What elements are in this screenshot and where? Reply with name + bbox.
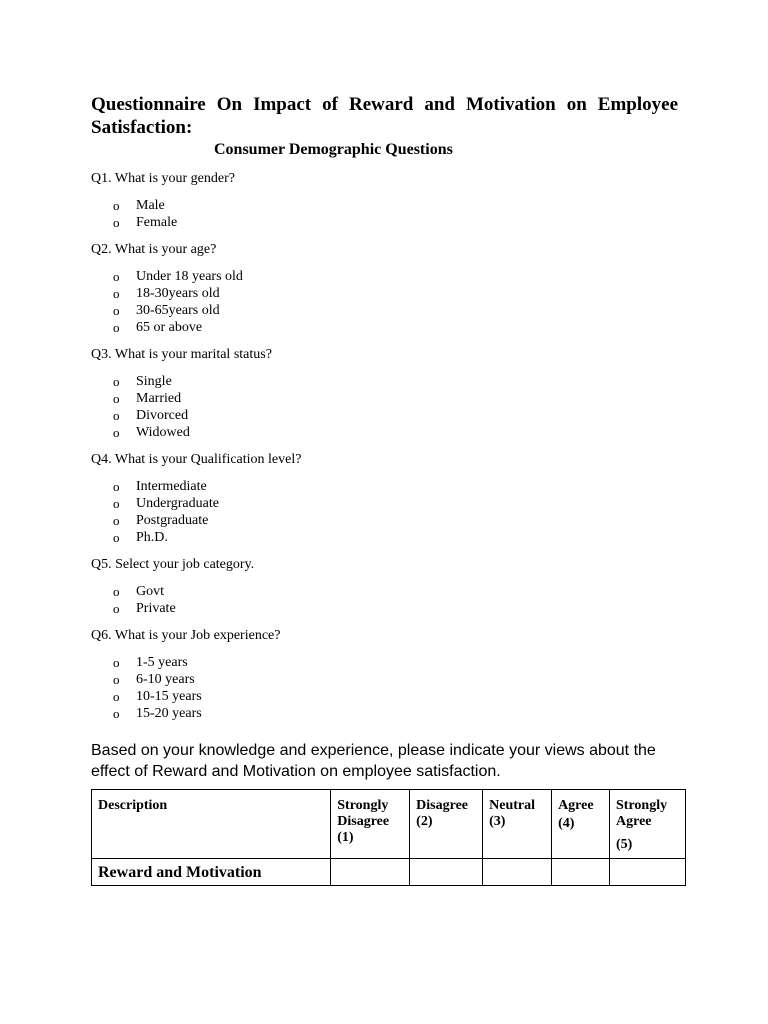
rating-cell[interactable] bbox=[483, 859, 552, 886]
option-item[interactable] bbox=[91, 424, 686, 441]
option-item[interactable] bbox=[91, 512, 686, 529]
question-text: Q6. What is your Job experience? bbox=[91, 628, 281, 643]
option-label: Undergraduate bbox=[136, 496, 219, 511]
column-header bbox=[331, 790, 410, 859]
option-item[interactable] bbox=[91, 197, 686, 214]
circle-bullet-icon: o bbox=[113, 672, 120, 687]
circle-bullet-icon: o bbox=[113, 479, 120, 494]
question-text: Q5. Select your job category. bbox=[91, 557, 255, 572]
option-label: Govt bbox=[136, 584, 164, 599]
option-item[interactable] bbox=[91, 654, 686, 671]
option-item[interactable] bbox=[91, 285, 686, 302]
option-label: 30-65years old bbox=[136, 303, 220, 318]
circle-bullet-icon: o bbox=[113, 496, 120, 511]
table-header-row bbox=[92, 790, 686, 859]
survey-instructions: Based on your knowledge and experience, please indicate your views about the effect of Reward and Motivation on employee satisfaction. bbox=[91, 742, 656, 780]
circle-bullet-icon: o bbox=[113, 286, 120, 301]
option-label: Female bbox=[136, 215, 178, 230]
option-label: 18-30years old bbox=[136, 286, 220, 301]
rating-cell[interactable] bbox=[552, 859, 610, 886]
option-list bbox=[91, 583, 686, 617]
option-list bbox=[91, 197, 686, 231]
option-item[interactable] bbox=[91, 268, 686, 285]
option-label: Under 18 years old bbox=[136, 269, 243, 284]
circle-bullet-icon: o bbox=[113, 513, 120, 528]
option-label: Divorced bbox=[136, 408, 189, 423]
column-header-line: (4) bbox=[558, 816, 575, 831]
option-label: Married bbox=[136, 391, 182, 406]
option-item[interactable] bbox=[91, 688, 686, 705]
circle-bullet-icon: o bbox=[113, 215, 120, 230]
document-title: Questionnaire On Impact of Reward and Motivation on Employee Satisfaction: bbox=[91, 94, 678, 138]
circle-bullet-icon: o bbox=[113, 530, 120, 545]
column-header bbox=[610, 790, 686, 859]
column-header-line: (3) bbox=[489, 814, 506, 829]
circle-bullet-icon: o bbox=[113, 425, 120, 440]
option-item[interactable] bbox=[91, 319, 686, 336]
column-header-line: Description bbox=[98, 798, 168, 813]
question-text: Q3. What is your marital status? bbox=[91, 347, 272, 362]
column-header bbox=[483, 790, 552, 859]
question-2 bbox=[91, 241, 686, 346]
question-1 bbox=[91, 170, 686, 241]
option-label: 10-15 years bbox=[136, 689, 202, 704]
option-list bbox=[91, 373, 686, 441]
option-label: 6-10 years bbox=[136, 672, 195, 687]
option-label: Male bbox=[136, 198, 165, 213]
option-item[interactable] bbox=[91, 214, 686, 231]
option-label: 65 or above bbox=[136, 320, 203, 335]
option-list bbox=[91, 478, 686, 546]
column-header bbox=[92, 790, 331, 859]
column-header-line: (5) bbox=[616, 837, 633, 852]
question-6 bbox=[91, 627, 686, 722]
circle-bullet-icon: o bbox=[113, 689, 120, 704]
option-item[interactable] bbox=[91, 390, 686, 407]
section-subtitle: Consumer Demographic Questions bbox=[214, 141, 453, 158]
option-label: Private bbox=[136, 601, 176, 616]
option-list bbox=[91, 654, 686, 722]
column-header-line: Agree bbox=[616, 814, 652, 829]
circle-bullet-icon: o bbox=[113, 706, 120, 721]
option-label: 1-5 years bbox=[136, 655, 188, 670]
column-header bbox=[410, 790, 483, 859]
option-item[interactable] bbox=[91, 671, 686, 688]
option-label: Ph.D. bbox=[136, 530, 168, 545]
circle-bullet-icon: o bbox=[113, 374, 120, 389]
option-label: Postgraduate bbox=[136, 513, 209, 528]
question-5 bbox=[91, 556, 686, 627]
column-header bbox=[552, 790, 610, 859]
option-item[interactable] bbox=[91, 529, 686, 546]
column-header-line: Neutral bbox=[489, 798, 536, 813]
question-3 bbox=[91, 346, 686, 451]
option-item[interactable] bbox=[91, 495, 686, 512]
circle-bullet-icon: o bbox=[113, 198, 120, 213]
circle-bullet-icon: o bbox=[113, 391, 120, 406]
column-header-line: Disagree bbox=[337, 814, 390, 829]
option-item[interactable] bbox=[91, 583, 686, 600]
rating-cell[interactable] bbox=[610, 859, 686, 886]
table-row bbox=[92, 859, 686, 886]
circle-bullet-icon: o bbox=[113, 320, 120, 335]
row-label: Reward and Motivation bbox=[92, 859, 331, 886]
option-label: 15-20 years bbox=[136, 706, 202, 721]
column-header-line: Disagree bbox=[416, 798, 469, 813]
option-list bbox=[91, 268, 686, 336]
demographic-questions bbox=[91, 170, 686, 722]
option-item[interactable] bbox=[91, 407, 686, 424]
column-header-line: (1) bbox=[337, 830, 354, 845]
circle-bullet-icon: o bbox=[113, 408, 120, 423]
circle-bullet-icon: o bbox=[113, 584, 120, 599]
question-text: Q4. What is your Qualification level? bbox=[91, 452, 302, 467]
question-4 bbox=[91, 451, 686, 556]
column-header-line: (2) bbox=[416, 814, 433, 829]
rating-cell[interactable] bbox=[331, 859, 410, 886]
option-item[interactable] bbox=[91, 600, 686, 617]
option-label: Intermediate bbox=[136, 479, 207, 494]
option-label: Single bbox=[136, 374, 172, 389]
column-header-line: Strongly bbox=[337, 798, 389, 813]
rating-table bbox=[91, 789, 686, 886]
column-header-line: Agree bbox=[558, 798, 594, 813]
circle-bullet-icon: o bbox=[113, 655, 120, 670]
circle-bullet-icon: o bbox=[113, 269, 120, 284]
option-label: Widowed bbox=[136, 425, 190, 440]
column-header-line: Strongly bbox=[616, 798, 668, 813]
option-item[interactable] bbox=[91, 302, 686, 319]
circle-bullet-icon: o bbox=[113, 601, 120, 616]
question-text: Q2. What is your age? bbox=[91, 242, 217, 257]
rating-cell[interactable] bbox=[410, 859, 483, 886]
circle-bullet-icon: o bbox=[113, 303, 120, 318]
option-item[interactable] bbox=[91, 478, 686, 495]
option-item[interactable] bbox=[91, 373, 686, 390]
question-text: Q1. What is your gender? bbox=[91, 171, 235, 186]
option-item[interactable] bbox=[91, 705, 686, 722]
